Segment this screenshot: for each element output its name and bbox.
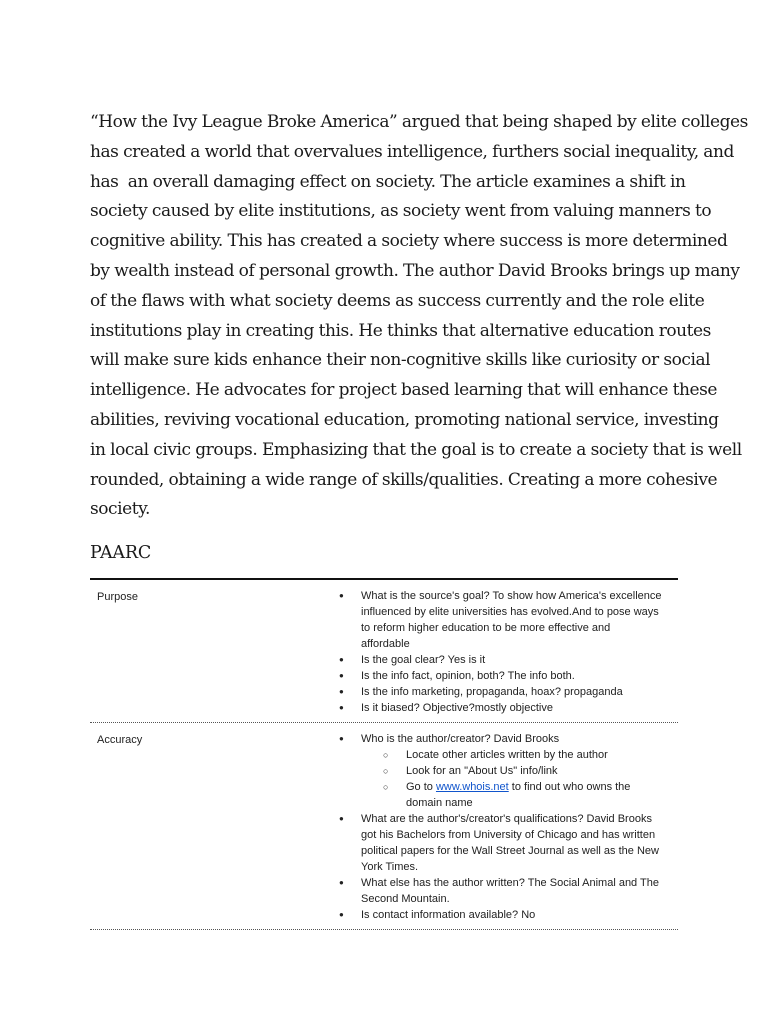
paarc-table	[90, 578, 678, 930]
bullet-item	[337, 668, 678, 684]
bullet-line: York Times.	[361, 861, 419, 873]
essay-line: will make sure kids enhance their non-cognitive skills like curiosity or social	[90, 350, 711, 371]
sub-bullet-item	[337, 747, 678, 763]
table-row-accuracy	[90, 723, 678, 930]
whois-link[interactable]: www.whois.net	[435, 781, 509, 793]
essay-line: has an overall damaging effect on society. The article examines a shift in	[90, 171, 686, 192]
essay-line: in local civic groups. Emphasizing that the goal is to create a society that is well	[90, 439, 742, 460]
bullet-line: ● What is the source's goal? To show how America's excellence	[361, 590, 662, 602]
section-heading: PAARC	[90, 543, 152, 563]
essay-line: cognitive ability. This has created a society where success is more determined	[90, 231, 728, 252]
bullet-line: ● Is the info marketing, propaganda, hoax? propaganda	[361, 686, 623, 698]
essay-line: by wealth instead of personal growth. The author David Brooks brings up many	[90, 260, 740, 281]
essay-line: intelligence. He advocates for project based learning that will enhance these	[90, 380, 717, 401]
bullet-line: got his Bachelors from University of Chicago and has written	[361, 829, 656, 841]
essay-line: of the flaws with what society deems as success currently and the role elite	[90, 290, 705, 311]
bullet-line: affordable	[361, 638, 410, 650]
essay-line: institutions play in creating this. He thinks that alternative education routes	[90, 320, 711, 341]
essay-line: rounded, obtaining a wide range of skills/qualities. Creating a more cohesive	[90, 469, 718, 490]
sub-bullet-text: to find out who owns the	[508, 781, 631, 793]
bullet-line: ● Is contact information available? No	[361, 909, 536, 921]
row-label-accuracy: Accuracy	[97, 734, 143, 746]
bullet-line: ● Who is the author/creator? David Brooks	[361, 733, 560, 745]
bullet-item	[337, 811, 678, 875]
sub-bullet-line: domain name	[406, 797, 473, 809]
essay-line: society.	[90, 499, 150, 520]
bullet-line: Second Mountain.	[361, 893, 450, 905]
bullet-line: to reform higher education to be more effective and	[361, 622, 611, 634]
essay-line: abilities, reviving vocational education, promoting national service, investing	[90, 409, 719, 430]
bullet-item	[337, 875, 678, 907]
row-content-purpose	[337, 580, 678, 722]
bullet-line: ● Is it biased? Objective?mostly objective	[361, 702, 553, 714]
sub-bullet-item	[337, 779, 678, 811]
bullet-line: ● Is the goal clear? Yes is it	[361, 654, 486, 666]
sub-bullet-line	[406, 779, 678, 795]
essay-paragraph	[90, 108, 748, 525]
bullet-item	[337, 684, 678, 700]
sub-bullet-text: Go to	[406, 781, 436, 793]
essay-line: society caused by elite institutions, as society went from valuing manners to	[90, 201, 712, 222]
bullet-line: influenced by elite universities has evolved.And to pose ways	[361, 606, 659, 618]
sub-bullet-item	[337, 763, 678, 779]
bullet-line: political papers for the Wall Street Journal as well as the New	[361, 845, 659, 857]
bullet-item	[337, 907, 678, 923]
row-content-accuracy	[337, 723, 678, 929]
bullet-item	[337, 588, 678, 652]
row-label-purpose: Purpose	[97, 591, 138, 603]
bullet-item	[337, 652, 678, 668]
essay-line: “How the Ivy League Broke America” argued that being shaped by elite colleges	[90, 112, 748, 132]
bullet-item	[337, 700, 678, 716]
bullet-line: ● What are the author's/creator's qualifications? David Brooks	[361, 813, 652, 825]
table-row-purpose	[90, 580, 678, 723]
bullet-line: ● Is the info fact, opinion, both? The info both.	[361, 670, 575, 682]
sub-bullet-line: ○ Locate other articles written by the author	[406, 749, 608, 761]
bullet-item	[337, 731, 678, 747]
sub-bullet-line: ○ Look for an "About Us" info/link	[406, 765, 558, 777]
bullet-line: ● What else has the author written? The Social Animal and The	[361, 877, 659, 889]
essay-line: has created a world that overvalues intelligence, furthers social inequality, and	[90, 141, 734, 162]
